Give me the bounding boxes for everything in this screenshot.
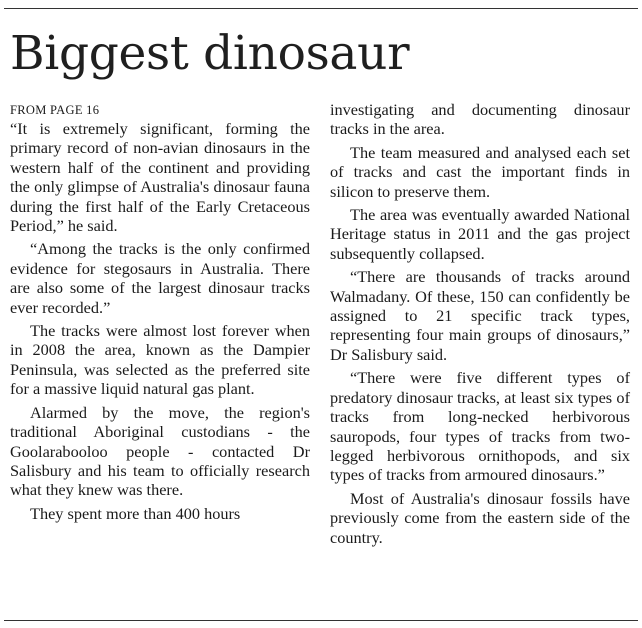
continuation-label: FROM PAGE 16	[10, 103, 100, 117]
top-rule	[4, 8, 638, 9]
paragraph: They spent more than 400 hours	[30, 503, 241, 523]
paragraph: “There are thousands of tracks around Walmadany. Of these, 150 can confidently be assigned to 21 specific track types, representing four main groups of dinosaurs,” Dr Salisbury said.	[330, 267, 630, 364]
paragraph: “It is extremely significant, forming the primary record of non-avian dinosaurs in the western half of the continent and providing the only glimpse of Australia's dinosaur fauna during the first half of the Early Cretaceous Period,” he said.	[10, 119, 310, 236]
paragraph: investigating and documenting dinosaur tracks in the area.	[330, 100, 630, 139]
headline: Biggest dinosaur	[10, 26, 410, 81]
paragraph: The area was eventually awarded National Heritage status in 2011 and the gas project subsequently collapsed.	[330, 205, 630, 263]
bottom-rule	[4, 620, 638, 621]
paragraph: The tracks were almost lost forever when in 2008 the area, known as the Dampier Peninsula, was selected as the preferred site for a massive liquid natural gas plant.	[10, 321, 310, 399]
paragraph: The team measured and analysed each set of tracks and cast the important finds in silicon to preserve them.	[330, 142, 630, 201]
paragraph: Alarmed by the move, the region's traditional Aboriginal custodians - the Goolarabooloo people - contacted Dr Salisbury and his team to officially research what they knew was there.	[10, 402, 310, 500]
paragraph: Most of Australia's dinosaur fossils have previously come from the eastern side of the country.	[330, 488, 630, 547]
paragraph: “Among the tracks is the only confirmed evidence for stegosaurs in Australia. There are also some of the largest dinosaur tracks ever recorded.”	[10, 239, 310, 317]
article-column-right	[330, 100, 630, 547]
paragraph: “There were five different types of predatory dinosaur tracks, at least six types of tracks from long-necked herbivorous sauropods, four types of tracks from two-legged herbivorous ornithopods, and six types of tracks from armoured dinosaurs.”	[330, 368, 630, 485]
article-column-left	[10, 100, 310, 523]
